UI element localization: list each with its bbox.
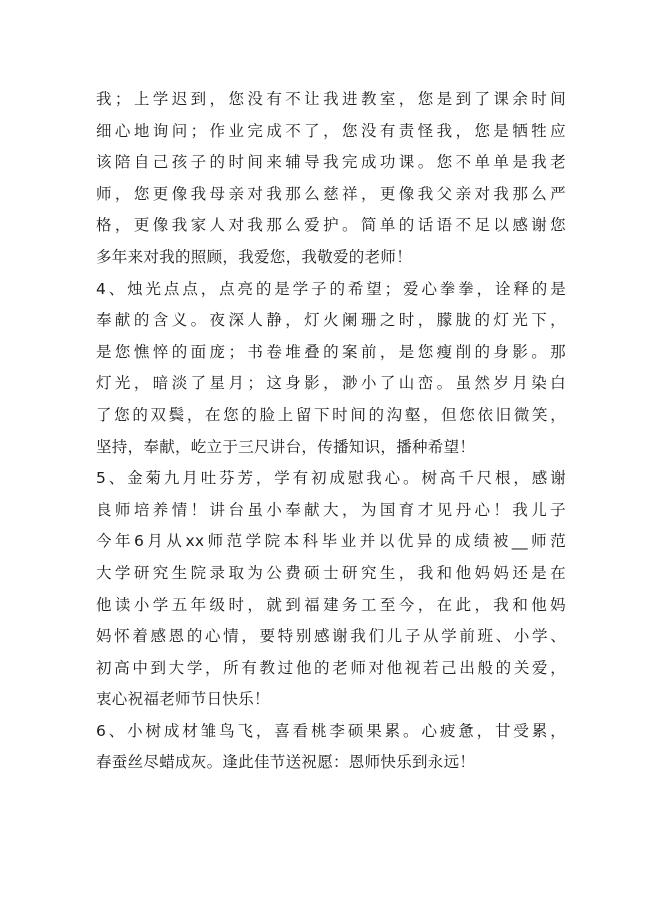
text-line: 妈怀着感恩的心情，要特别感谢我们儿子从学前班、小学、 (96, 627, 566, 646)
text-line: 多年来对我的照顾，我爱您，我敬爱的老师！ (96, 247, 413, 266)
text-line: 春蚕丝尽蜡成灰。逢此佳节送祝愿：恩师快乐到永远！ (96, 753, 476, 772)
text-line: 该陪自己孩子的时间来辅导我完成功课。您不单单是我老 (96, 153, 566, 172)
text-line: 是您憔悴的面庞；书卷堆叠的案前，是您瘦削的身影。那 (96, 342, 566, 361)
text-line: 6、小树成材雏鸟飞，喜看桃李硕果累。心疲惫，甘受累， (96, 721, 566, 740)
text-line: 良师培养情！讲台虽小奉献大，为国育才见丹心！我儿子 (96, 500, 566, 519)
text-line: 我；上学迟到，您没有不让我进教室，您是到了课余时间 (96, 90, 566, 108)
text-line: 5、金菊九月吐芬芳，学有初成慰我心。树高千尺根，感谢 (96, 469, 566, 488)
text-line: 师，您更像我母亲对我那么慈祥，更像我父亲对我那么严 (96, 184, 566, 203)
text-line: 初高中到大学，所有教过他的老师对他视若己出般的关爱， (96, 658, 566, 677)
text-line: 细心地询问；作业完成不了，您没有责怪我，您是牺牲应 (96, 121, 566, 140)
text-line: 格，更像我家人对我那么爱护。简单的话语不足以感谢您 (96, 216, 566, 235)
text-line: 奉献的含义。夜深人静，灯火阑珊之时，朦胧的灯光下， (96, 311, 566, 330)
text-line: 大学研究生院录取为公费硕士研究生，我和他妈妈还是在 (96, 563, 566, 582)
text-line: 今年6月从xx师范学院本科毕业并以优异的成绩被__师范 (96, 532, 566, 551)
body-text (96, 84, 566, 779)
text-line: 灯光，暗淡了星月；这身影，渺小了山峦。虽然岁月染白 (96, 374, 566, 393)
text-line: 了您的双鬓，在您的脸上留下时间的沟壑，但您依旧微笑， (96, 405, 566, 424)
text-line: 4、烛光点点，点亮的是学子的希望；爱心拳拳，诠释的是 (96, 279, 566, 298)
text-line: 坚持，奉献，屹立于三尺讲台，传播知识，播种希望！ (96, 437, 476, 456)
text-line: 衷心祝福老师节日快乐！ (96, 690, 270, 709)
text-line: 他读小学五年级时，就到福建务工至今，在此，我和他妈 (96, 595, 566, 614)
